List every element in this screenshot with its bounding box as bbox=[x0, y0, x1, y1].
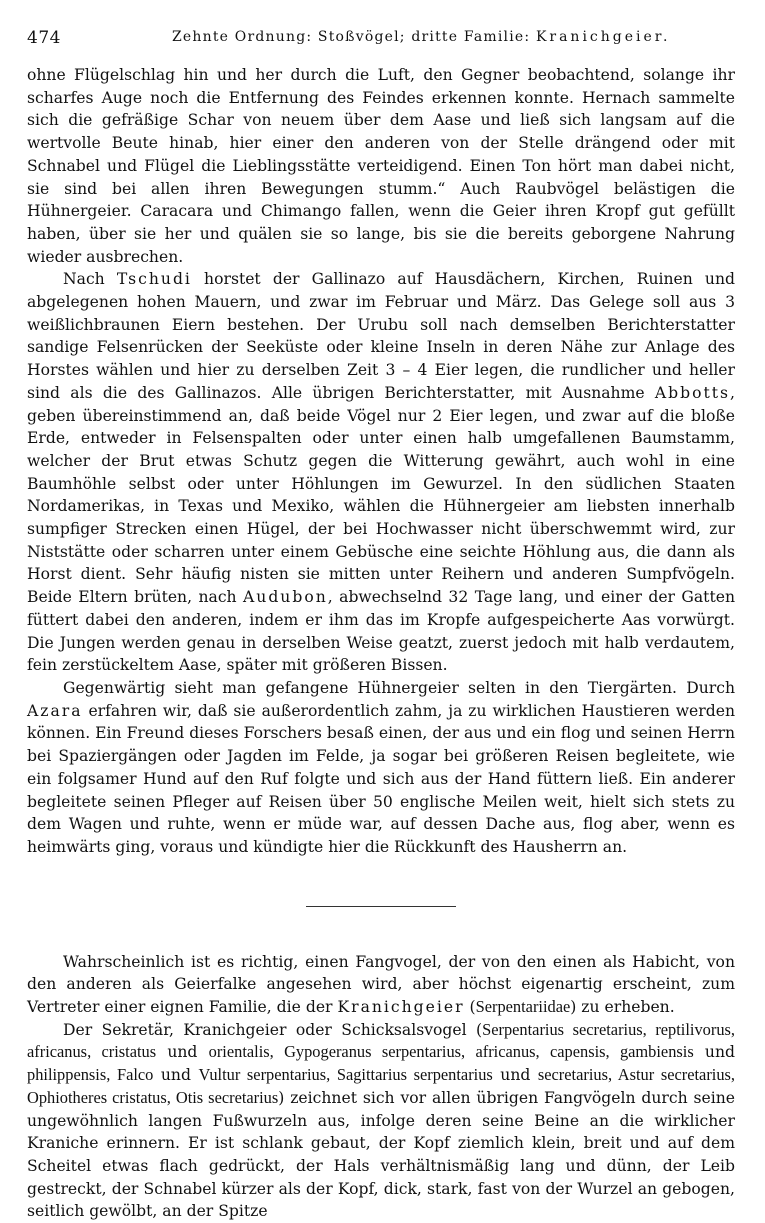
paragraph-captivity: Gegenwärtig sieht man gefangene Hühnergeier selten in den Tiergärten. Durch Azara erfahren wir, daß sie außerordentlich zahm, ja zu wirklichen Haustieren werden können. Ein Freund dieses Forschers besaß einen, der aus und ein flog und seinen Herrn bei Spaziergängen oder Jagden im Felde, ja sogar bei größeren Reisen begleitete, wie ein folgsamer Hund auf den Ruf folgte und sich aus der Hand füttern ließ. Ein anderer begleitete seinen Pfleger auf Reisen über 50 englische Meilen weit, hielt sich stets zu dem Wagen und ruhte, wenn er müde war, auf dessen Dache aus, flog aber, wenn es heimwärts ging, voraus und kündigte hier die Rückkunft des Hausherrn an. bbox=[27, 678, 735, 856]
author-name: Audubon bbox=[243, 588, 328, 607]
latin-synonyms: orientalis, Gypogeranus serpentarius, africanus, capensis, gambiensis bbox=[208, 1042, 694, 1062]
author-name: Abbotts bbox=[654, 383, 731, 402]
paragraph-family-intro: Wahrscheinlich ist es richtig, einen Fangvogel, der von den einen als Habicht, von den anderen als Geierfalke angesehen wird, aber höchst eigenartig erscheint, zum Vertreter einer eignen Familie, die der Kranichgeier (Serpentariidae) zu erheben. bbox=[27, 952, 735, 1017]
running-title bbox=[172, 29, 670, 45]
latin-family-name: Serpentariidae bbox=[475, 997, 571, 1017]
running-title-family: Kranichgeier. bbox=[535, 29, 671, 45]
running-head bbox=[27, 26, 735, 56]
section-divider bbox=[306, 906, 456, 907]
latin-synonyms: Serpentarius secretarius, reptilivorus, africanus, cristatus bbox=[27, 1019, 735, 1062]
family-name: Kranichgeier bbox=[337, 998, 465, 1017]
latin-synonyms: secretarius, Astur secretarius, Ophiotheres cristatus, Otis secretarius bbox=[27, 1065, 736, 1107]
section-kranichgeier bbox=[27, 951, 735, 1223]
paragraph-continued: ohne Flügelschlag hin und her durch die Luft, den Gegner beobachtend, solange ihr scharfes Auge noch die Entfernung des Feindes erkennen konnte. Hernach sammelte sich die gefräßige Schar von neuem über dem Aase und ließ sich langsam auf die wertvolle Beute hinab, hier einer den anderen von der Stelle drängend oder mit Schnabel und Flügel die Lieblingsstätte verteidigend. Einen Ton hört man dabei nicht, sie sind bei allen ihren Bewegungen stumm.“ Auch Raubvögel belästigen die Hühnergeier. Caracara und Chimango fallen, wenn die Geier ihren Kropf gut gefüllt haben, über sie her und quälen sie so lange, bis sie die bereits geborgene Nahrung wieder ausbrechen. bbox=[27, 66, 735, 266]
running-title-prefix: Zehnte Ordnung: Stoßvögel; dritte Familie: bbox=[172, 29, 536, 45]
page-number: 474 bbox=[27, 28, 61, 48]
author-name: Tschudi bbox=[116, 270, 192, 289]
paragraph-nesting: Nach Tschudi horstet der Gallinazo auf Hausdächern, Kirchen, Ruinen und abgelegenen hohen Mauern, und zwar im Februar und März. Das Gelege soll aus 3 weißlichbraunen Eiern bestehen. Der Urubu soll nach demselben Berichterstatter sandige Felsenrücken der Seeküste oder kleine Inseln in deren Nähe zur Anlage des Horstes wählen und hier zu derselben Zeit 3 – 4 Eier legen, die rundlicher und heller sind als die des Gallinazos. Alle übrigen Berichterstatter, mit Ausnahme Abbotts, geben übereinstimmend an, daß beide Vögel nur 2 Eier legen, und zwar auf die bloße Erde, entweder in Felsenspalten oder unter einen halb umgefallenen Baumstamm, welcher der Brut etwas Schutz gegen die Witterung gewährt, auch wohl in eine Baumhöhle selbst oder unter Höhlungen im Gewurzel. In den südlichen Staaten Nordamerikas, in Texas und Mexiko, wählen die Hühnergeier am liebsten innerhalb sumpfiger Strecken einen Hügel, der bei Hochwasser nicht überschwemmt wird, zur Niststätte oder scharren unter einem Gebüsche eine seichte Höhlung aus, die dann als Horst dient. Sehr häufig nisten sie mitten unter Reihern und anderen Sumpfvögeln. Beide Eltern brüten, nach Audubon, abwechselnd 32 Tage lang, und einer der Gatten füttert dabei den anderen, indem er ihm das im Kropfe aufgespeicherte Aas vorwürgt. Die Jungen werden genau in derselben Weise geatzt, zuerst jedoch mit halb verdautem, fein zerstückeltem Aase, später mit größeren Bissen. bbox=[27, 270, 735, 675]
author-name: Azara bbox=[27, 701, 83, 720]
latin-synonyms: philippensis, Falco bbox=[27, 1065, 154, 1085]
paragraph-secretary-bird: Der Sekretär, Kranichgeier oder Schicksalsvogel (Serpentarius secretarius, reptilivorus, africanus, cristatus und orientalis, Gypogeranus serpentarius, africanus, capensis, gambiensis und philippensis, Falco und Vultur serpentarius, Sagittarius serpentarius und secretarius, Astur secretarius, Ophiotheres cristatus, Otis secretarius) zeichnet sich vor allen übrigen Fangvögeln durch seine ungewöhnlich langen Fußwurzeln aus, infolge deren seine Beine an die wirklicher Kraniche erinnern. Er ist schlank gebaut, der Kopf ziemlich klein, breit und auf dem Scheitel etwas flach gedrückt, der Hals verhältnismäßig lang und dünn, der Leib gestreckt, der Schnabel kürzer als der Kopf, dick, stark, fast von der Wurzel an gebogen, seitlich gewölbt, an der Spitze bbox=[27, 1019, 736, 1221]
latin-synonyms: Vultur serpentarius, Sagittarius serpentarius bbox=[198, 1065, 493, 1085]
section-hühnergeier bbox=[27, 64, 735, 859]
